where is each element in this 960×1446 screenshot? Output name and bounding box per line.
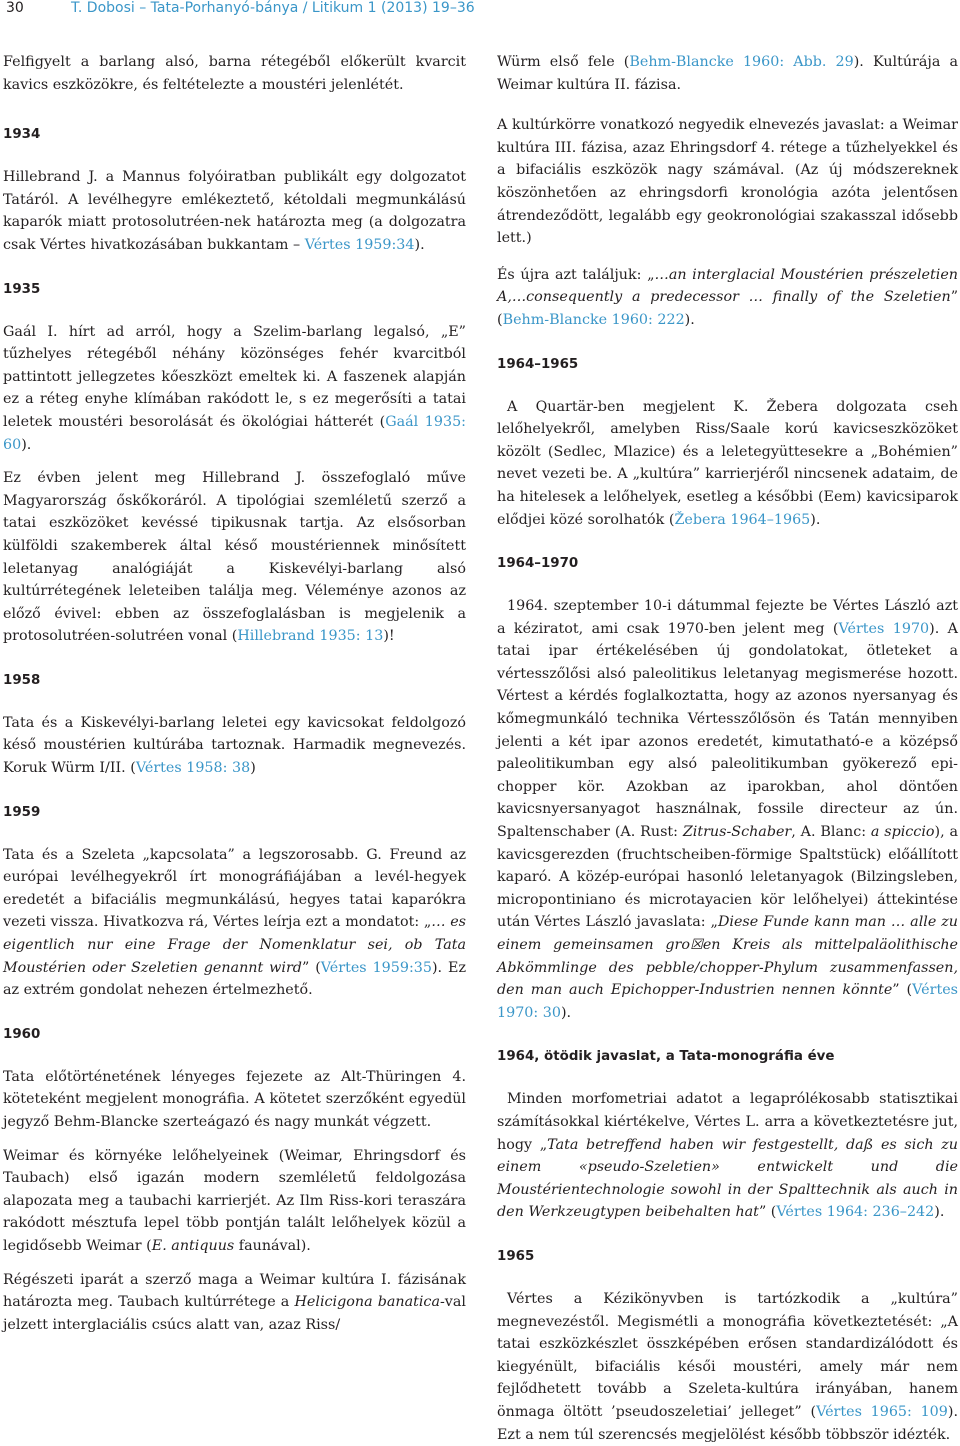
paragraph-1935-b: Ez évben jelent meg Hillebrand J. összefoglaló műve Magyarország őskőkoráról. A tipológiai szemléletű szerző a tatai eszközöket kevéssé tipikusnak tartja. Az elsősorban külföldi szakemberek által késő moustériennek minősített leletanyag analógiáját a Kiskevélyi-barlang alsó kultúrrétegének leleteiben találja meg. Véleménye azonos az előző évivel: ebben az összefoglalásban is megjelenik a protosolutréen-solutréen vonal (Hillebrand 1935: 13)! bbox=[3, 470, 466, 645]
intro-paragraph: Felfigyelt a barlang alsó, barna rétegéből előkerült kvarcit kavics eszközökre, és feltételezte a moustéri jelenlétét. bbox=[3, 54, 466, 93]
citation-link[interactable]: Žebera 1964–1965 bbox=[674, 511, 811, 528]
heading-1935: 1935 bbox=[3, 281, 41, 297]
heading-1964-fifth: 1964, ötödik javaslat, a Tata-monográfia éve bbox=[497, 1049, 835, 1065]
paragraph-1934: Hillebrand J. a Mannus folyóiratban publikált egy dolgozatot Tatáról. A levélhegyre emlékeztető, kétoldali megmunkálású kaparók miatt protosolutréen-nek határozta meg (a dolgozatra csak Vértes hivatkozásában bukkantam – Vértes 1959:34). bbox=[3, 169, 466, 253]
paragraph-continued: Würm első fele (Behm-Blancke 1960: Abb. 29). Kultúrája a Weimar kultúra II. fázisa. bbox=[497, 54, 958, 93]
citation-link[interactable]: Hillebrand 1935: 13 bbox=[237, 628, 384, 645]
paragraph-1965: Vértes a Kézikönyvben is tartózkodik a „kultúra” megnevezéstől. Megismétli a monográfia következtetését: „A tatai eszközkészlet összképében erősen standardizálódott és kiegyénült, bifaciális késői moustéri, amely már nem fejlődhetett tovább a Szeleta-kultúra irányában, hanem önmaga öltött ’pseudoszeletiai’ jelleget” (Vértes 1965: 109). Ezt a nem túl szerencsés megjelölést később többször idézték. bbox=[497, 1290, 958, 1443]
citation-link[interactable]: Behm-Blancke 1960: 222 bbox=[502, 311, 685, 328]
citation-link[interactable]: Vértes 1959:35 bbox=[320, 959, 432, 976]
heading-1934: 1934 bbox=[3, 127, 41, 143]
right-column bbox=[497, 51, 958, 1446]
paragraph-1960-b: Weimar és környéke lelőhelyeinek (Weimar, Ehringsdorf és Taubach) első igazán modern szemléletű feldolgozása alapozata meg a taubachi karrierjét. Az Ilm Riss-kori teraszára rakódott mésztufa lepel több pontján talált lelőhelyek közül a legidősebb Weimar (E. antiquus faunával). bbox=[3, 1147, 466, 1254]
citation-link[interactable]: Vértes 1970: 30 bbox=[497, 982, 958, 1021]
paragraph-1964-1970: 1964. szeptember 10-i dátummal fejezte be Vértes László azt a kéziratot, ami csak 1970-ben jelent meg (Vértes 1970). A tatai ipar értékelésében új gondolatokat, ötleteket a vértesszőlősi alsó paleolitikus leletanyag megismerése hozott. Vértest a kérdés foglalkoztatta, hogy az azonos nyersanyag és kőmegmunkáló technika Vértesszőlősön és Tatán mennyiben jelenti a két ipar azonos eredetét, kimutatható-e a középső paleolitikumban egy alsó paleolitikumban gyökerező epi-chopper kör. Azokban az iparokban, ahol döntően kavicsnyersanyagot használnak, fossile directeur az ún. Spaltenschaber (A. Rust: Zitrus-Schaber, A. Blanc: a spiccio), a kavicsgerezden (fruchtscheiben-förmige Spaltstück) előállított kaparó. A közép-európai hasonló leletanyagok (Bilzingsleben, micropontiniano és microtayacien kör lelőhelyei) áttekintése után Vértes László javaslata: „Diese Funde kann man … alle zu einem gemeinsamen gro☒en Kreis als mittelpaläolithische Abkömmlinge des pebble/chopper-Phylum zusammenfassen, den man auch Epichopper-Industrien nennen könnte” (Vértes 1970: 30). bbox=[497, 598, 958, 1021]
running-title: T. Dobosi – Tata-Porhanyó-bánya / Litikum 1 (2013) 19–36 bbox=[71, 0, 475, 16]
heading-1958: 1958 bbox=[3, 672, 41, 688]
paragraph-1960-a: Tata előtörténetének lényeges fejezete az Alt-Thüringen 4. köteteként megjelent monográfia. A kötetet szerzőként egyedül jegyző Behm-Blancke szerteágazó és nagy munkát végzett. bbox=[3, 1068, 466, 1130]
paragraph-fourth-name: A kultúrkörre vonatkozó negyedik elnevezés javaslat: a Weimar kultúra III. fázisa, azaz Ehringsdorf 4. rétege a tűzhelyekkel és a bifaciális eszközök nagy számával. (Az új módszereknek köszönhetően az ehringsdorfi kronológia azóta jelentősen átrendeződött, legalább egy geokronológiai szakasszal idősebb lett.) bbox=[497, 117, 958, 247]
paragraph-1958: Tata és a Kiskevélyi-barlang leletei egy kavicsokat feldolgozó késő moustérien kultúrába tartoznak. Harmadik megnevezés. Koruk Würm I/II. (Vértes 1958: 38) bbox=[3, 714, 466, 777]
paragraph-1935-a: Gaál I. hírt ad arról, hogy a Szelim-barlang legalsó, „E” tűzhelyes rétegéből néhány közönséges fehér kvarcitból pattintott jellegzetes kőeszközt emeltek ki. A faszenek alapján ez a réteg enyhe klímában rakódott le, s ez megerősíti a tatai leletek moustéri besorolását és ökológiai hátterét (Gaál 1935: 60). bbox=[3, 323, 466, 453]
paragraph-1964-1965: A Quartär-ben megjelent K. Žebera dolgozata cseh lelőhelyekről, amelyben Riss/Saale korú kavicseszközöket közölt (Sedlec, Mlazice) és a leletegyüttesekre a „Bohémien” nevet vezeti be. A „kultúra” karrierjéről nincsenek adataim, de ha hitelesek a lelőhelyek, esetleg a későbbi (Eem) kavicsiparok elődjei közé sorolhatók (Žebera 1964–1965). bbox=[497, 398, 958, 528]
citation-link[interactable]: Vértes 1959:34 bbox=[304, 236, 415, 253]
heading-1959: 1959 bbox=[3, 804, 41, 820]
citation-link[interactable]: Vértes 1970 bbox=[838, 620, 930, 637]
left-column bbox=[3, 51, 466, 1336]
page-number: 30 bbox=[6, 0, 24, 16]
paragraph-1959: Tata és a Szeleta „kapcsolata” a legszorosabb. G. Freund az európai levélhegyekről írt monográfiájában a levél-hegyek eredetét a bifaciális megmunkálású, hegyes tatai kaparókra vezeti vissza. Hivatkozva rá, Vértes leírja ezt a mondatot: „… es eigentlich nur eine Frage der Nomenklatur sei, ob Tata Moustérien oder Szeletien genannt wird” (Vértes 1959:35). Ez az extrém gondolat nehezen értelmezhető. bbox=[3, 846, 467, 999]
citation-link[interactable]: Vértes 1958: 38 bbox=[135, 760, 251, 777]
paragraph-1964-fifth: Minden morfometriai adatot a legaprólékosabb statisztikai számításokkal kiértékelve, Vértes L. arra a következtetésre jut, hogy „Tata betreffend haben wir festgestellt, daß es sich zu einem «pseudo-Szeletien» entwickelt und die Moustérientechnologie sowohl in der Spalttechnik als auch in den Werkzeugtypen beibehalten hat” (Vértes 1964: 236–242). bbox=[497, 1091, 958, 1221]
heading-1965: 1965 bbox=[497, 1248, 535, 1264]
heading-1960: 1960 bbox=[3, 1026, 41, 1042]
paragraph-1960-c: Régészeti iparát a szerző maga a Weimar kultúra I. fázisának határozta meg. Taubach kultúrrétege a Helicigona banatica-val jelzett interglaciális csúcs alatt van, azaz Riss/ bbox=[3, 1271, 466, 1333]
citation-link[interactable]: Behm-Blancke 1960: Abb. 29 bbox=[629, 54, 854, 70]
paragraph-quote: És újra azt találjuk: „…an interglacial Moustérien prészeletien A,…consequently a predecessor … finally of the Szeletien” (Behm-Blancke 1960: 222). bbox=[497, 266, 959, 328]
citation-link[interactable]: Vértes 1964: 236–242 bbox=[776, 1204, 935, 1221]
running-header bbox=[6, 0, 956, 16]
citation-link[interactable]: Vértes 1965: 109 bbox=[816, 1403, 948, 1420]
citation-link[interactable]: Gaál 1935: 60 bbox=[3, 413, 466, 453]
heading-1964-1970: 1964–1970 bbox=[497, 556, 579, 572]
heading-1964-1965: 1964–1965 bbox=[497, 356, 579, 372]
